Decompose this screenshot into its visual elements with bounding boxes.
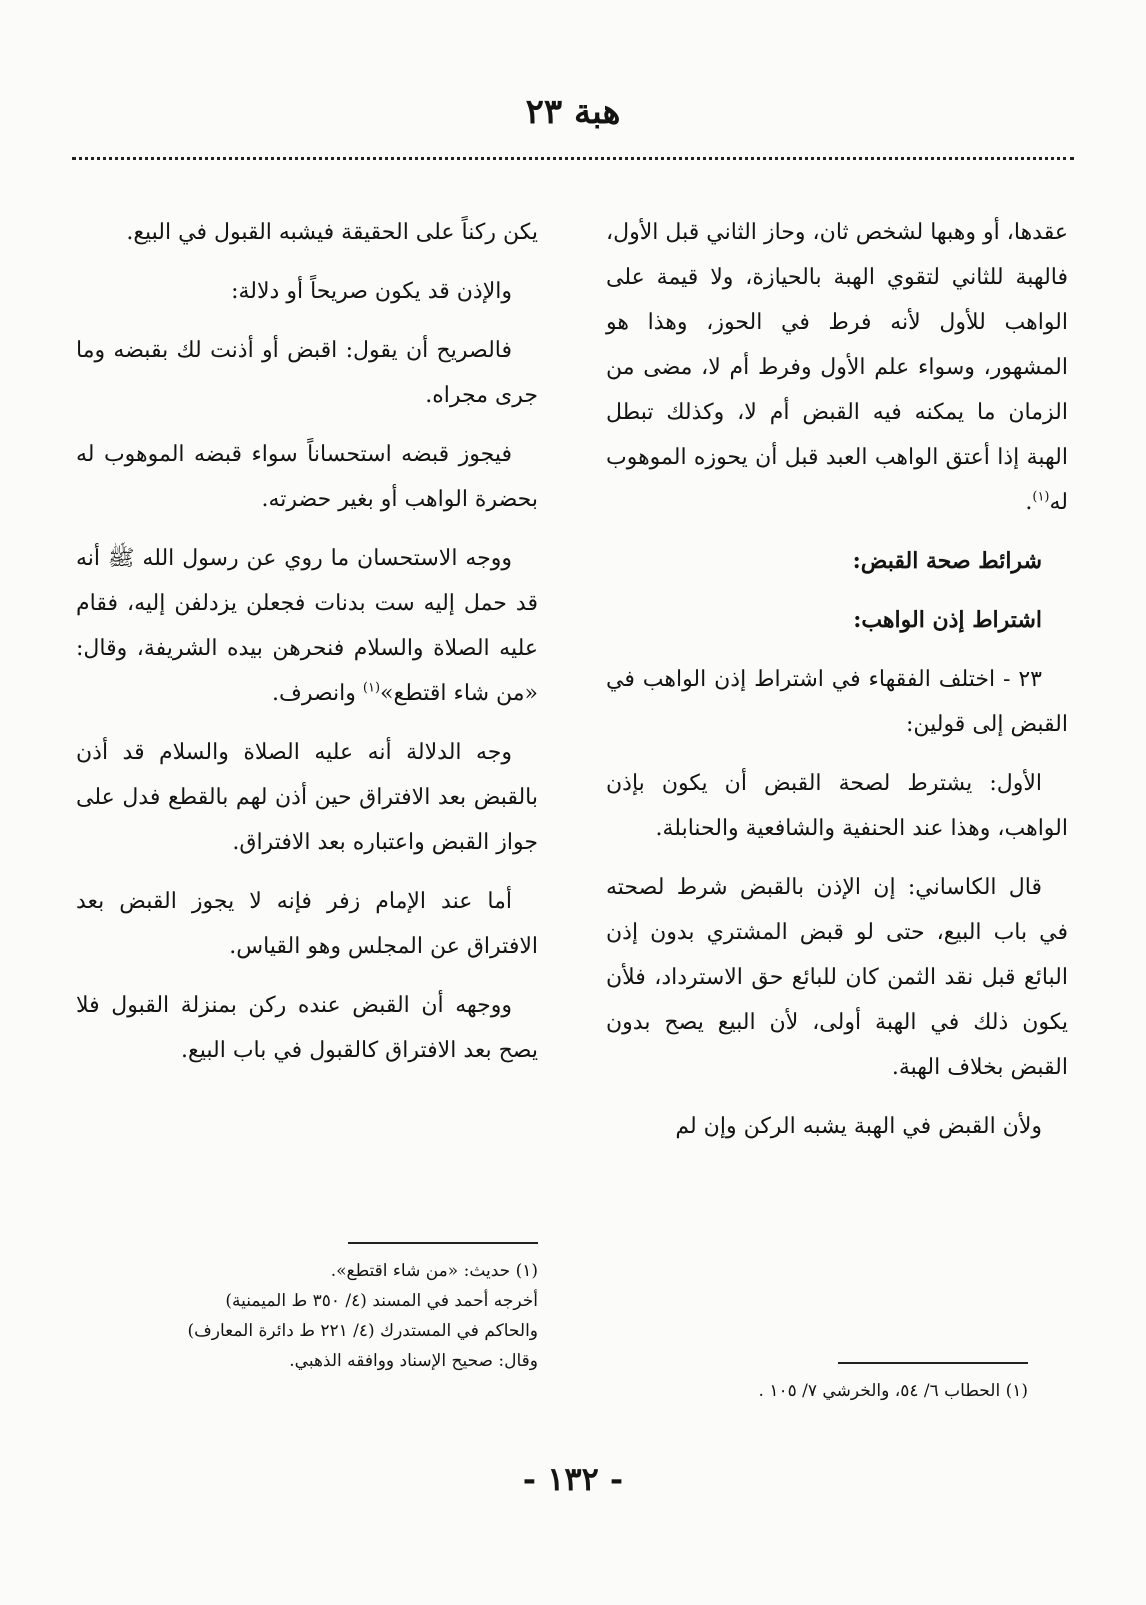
left-footnote-line-3: والحاكم في المستدرك (٤/ ٢٢١ ط دائرة المعارف) bbox=[187, 1321, 538, 1341]
right-paragraph-3: الأول: يشترط لصحة القبض أن يكون بإذن الواهب، وهذا عند الحنفية والشافعية والحنابلة. bbox=[606, 771, 1068, 841]
page-number: - ١٣٢ - bbox=[522, 1460, 624, 1498]
right-paragraph-5: ولأن القبض في الهبة يشبه الركن وإن لم bbox=[675, 1114, 1042, 1139]
footnote-ref: (١) bbox=[1032, 489, 1050, 505]
right-footnote bbox=[588, 1376, 1028, 1406]
section-heading-permission: اشتراط إذن الواهب: bbox=[853, 607, 1042, 633]
header-dotted-rule bbox=[72, 157, 1074, 160]
left-paragraph-1: يكن ركناً على الحقيقة فيشبه القبول في البيع. bbox=[126, 220, 538, 245]
left-footnote bbox=[76, 1256, 538, 1376]
left-paragraph-7: أما عند الإمام زفر فإنه لا يجوز القبض بعد الافتراق عن المجلس وهو القياس. bbox=[76, 889, 538, 959]
left-column bbox=[76, 210, 538, 1087]
right-footnote-rule bbox=[838, 1362, 1028, 1364]
left-paragraph-6: وجه الدلالة أنه عليه الصلاة والسلام قد أذن بالقبض بعد الافتراق حين أذن لهم بالقطع فدل على جواز القبض واعتباره بعد الافتراق. bbox=[76, 740, 538, 855]
left-paragraph-2: والإذن قد يكون صريحاً أو دلالة: bbox=[231, 279, 512, 304]
page-title: هبة ٢٣ bbox=[525, 92, 621, 132]
footnote-ref: (١) bbox=[362, 680, 381, 696]
right-paragraph-1-end: . bbox=[1025, 490, 1033, 515]
left-footnote-rule bbox=[348, 1242, 538, 1244]
right-paragraph-4: قال الكاساني: إن الإذن بالقبض شرط لصحته في باب البيع، حتى لو قبض المشتري بدون إذن البائع قبل نقد الثمن كان للبائع حق الاسترداد، فلأن يكون ذلك في الهبة أولى، لأن البيع يصح بدون القبض بخلاف الهبة. bbox=[606, 875, 1068, 1080]
right-paragraph-1 bbox=[606, 210, 1068, 525]
left-paragraph-4: فيجوز قبضه استحساناً سواء قبضه الموهوب له بحضرة الواهب أو بغير حضرته. bbox=[76, 442, 538, 512]
left-footnote-line-1: (١) حديث: «من شاء اقتطع». bbox=[330, 1261, 538, 1281]
right-column bbox=[606, 210, 1068, 1163]
left-paragraph-3: فالصريح أن يقول: اقبض أو أذنت لك بقبضه وما جرى مجراه. bbox=[76, 338, 538, 408]
left-paragraph-8: ووجهه أن القبض عنده ركن بمنزلة القبول فلا يصح بعد الافتراق كالقبول في باب البيع. bbox=[76, 993, 538, 1063]
right-paragraph-1-text: عقدها، أو وهبها لشخص ثان، وحاز الثاني قبل الأول، فالهبة للثاني لتقوي الهبة بالحيازة، ولا قيمة على الواهب للأول لأنه فرط في الحوز، وهذا هو المشهور، وسواء علم الأول وفرط أم لا، مضى من الزمان ما يمكنه فيه القبض أم لا، وكذلك تبطل الهبة إذا أعتق الواهب العبد قبل أن يحوزه الموهوب له bbox=[606, 220, 1068, 515]
left-footnote-line-2: أخرجه أحمد في المسند (٤/ ٣٥٠ ط الميمنية) bbox=[225, 1291, 538, 1311]
right-footnote-text: (١) الحطاب ٦/ ٥٤، والخرشي ٧/ ١٠٥ . bbox=[758, 1381, 1028, 1401]
left-paragraph-5 bbox=[76, 536, 538, 716]
section-heading-conditions: شرائط صحة القبض: bbox=[852, 548, 1042, 574]
left-paragraph-5-end: وانصرف. bbox=[272, 681, 363, 706]
right-paragraph-2: ٢٣ - اختلف الفقهاء في اشتراط إذن الواهب في القبض إلى قولين: bbox=[606, 667, 1068, 737]
left-paragraph-5-text: ووجه الاستحسان ما روي عن رسول الله ﷺ أنه قد حمل إليه ست بدنات فجعلن يزدلفن إليه، فقام عليه الصلاة والسلام فنحرهن بيده الشريفة، وقال: «من شاء اقتطع» bbox=[76, 546, 538, 706]
left-footnote-line-4: وقال: صحيح الإسناد ووافقه الذهبي. bbox=[289, 1351, 538, 1371]
